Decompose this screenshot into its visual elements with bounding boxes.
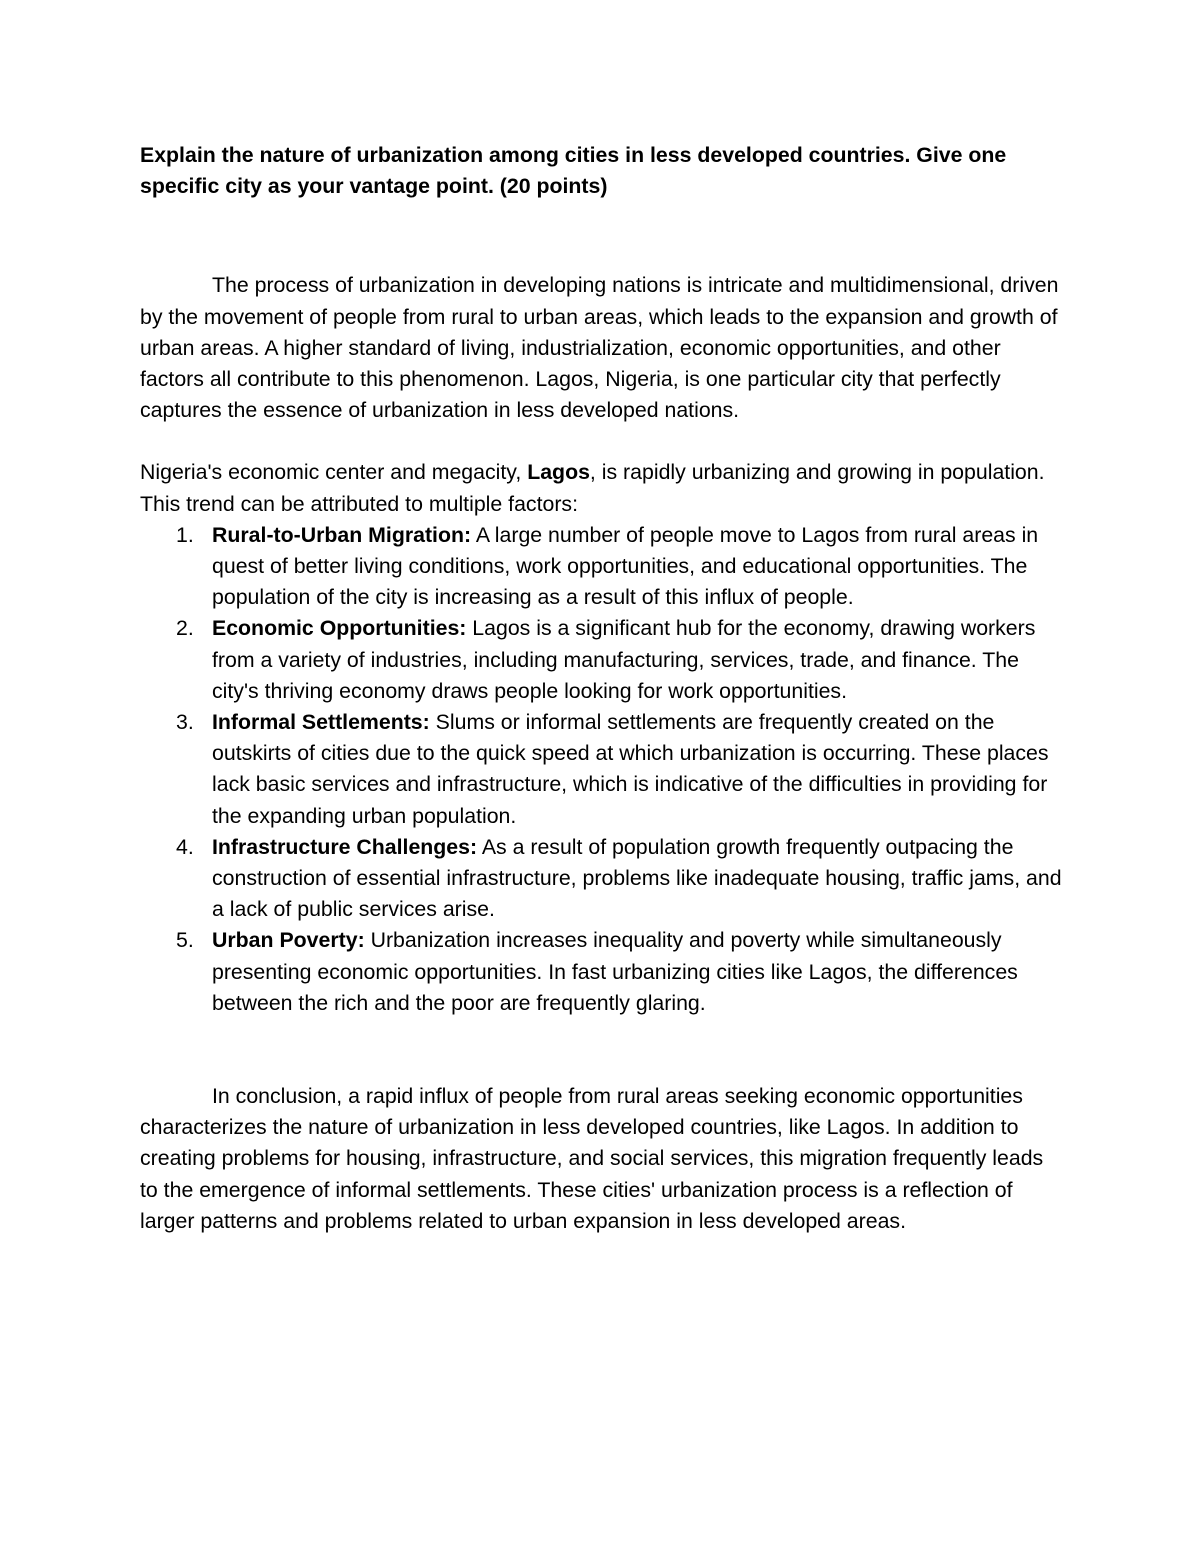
lagos-bold: Lagos	[527, 460, 590, 485]
list-number: 2.	[176, 616, 194, 641]
factors-list	[140, 520, 1065, 1019]
factor-text: As a result of population growth frequently outpacing the construction of essential infrastructure, problems like inadequate housing, traffic jams, and a lack of public services arise.	[212, 834, 1062, 922]
list-item	[140, 707, 1065, 832]
list-number: 4.	[176, 834, 194, 859]
factor-text: Slums or informal settlements are frequently created on the outskirts of cities due to the quick speed at which urbanization is occurring. These places lack basic services and infrastructure, which is indicative of the difficulties in providing for the expanding urban population.	[212, 710, 1049, 828]
factor-title: Urban Poverty:	[212, 928, 365, 953]
factor-title: Economic Opportunities:	[212, 616, 467, 641]
factor-title: Informal Settlements:	[212, 710, 430, 735]
factor-title: Rural-to-Urban Migration:	[212, 522, 472, 547]
document-page	[140, 140, 1065, 1237]
intro-paragraph: The process of urbanization in developing nations is intricate and multidimensional, driven by the movement of people from rural to urban areas, which leads to the expansion and growth of urban areas. A higher standard of living, industrialization, economic opportunities, and other factors all contribute to this phenomenon. Lagos, Nigeria, is one particular city that perfectly captures the essence of urbanization in less developed nations.	[140, 273, 1059, 423]
lagos-text-after: , is rapidly urbanizing and growing in population. This trend can be attributed to multiple factors:	[140, 460, 1045, 516]
factor-text: Urbanization increases inequality and poverty while simultaneously presenting economic opportunities. In fast urbanizing cities like Lagos, the differences between the rich and the poor are frequently glaring.	[212, 928, 1018, 1015]
conclusion-paragraph: In conclusion, a rapid influx of people from rural areas seeking economic opportunities characterizes the nature of urbanization in less developed countries, like Lagos. In addition to creating problems for housing, infrastructure, and social services, this migration frequently leads to the emergence of informal settlements. These cities' urbanization process is a reflection of larger patterns and problems related to urban expansion in less developed areas.	[140, 1084, 1044, 1233]
lagos-text-before: Nigeria's economic center and megacity,	[140, 460, 528, 485]
list-item	[140, 832, 1065, 926]
list-item	[140, 520, 1065, 614]
list-number: 1.	[176, 522, 194, 547]
list-item	[140, 925, 1065, 1019]
question-heading: Explain the nature of urbanization among cities in less developed countries. Give one specific city as your vantage point. (20 points)	[140, 143, 1007, 199]
list-number: 3.	[176, 710, 194, 735]
factor-text: A large number of people move to Lagos from rural areas in quest of better living conditions, work opportunities, and educational opportunities. The population of the city is increasing as a result of this influx of people.	[212, 522, 1039, 610]
factor-text: Lagos is a significant hub for the economy, drawing workers from a variety of industries, including manufacturing, services, trade, and finance. The city's thriving economy draws people looking for work opportunities.	[212, 616, 1036, 703]
lagos-paragraph	[140, 457, 1065, 519]
factor-title: Infrastructure Challenges:	[212, 834, 478, 859]
list-number: 5.	[176, 928, 194, 953]
list-item	[140, 613, 1065, 707]
